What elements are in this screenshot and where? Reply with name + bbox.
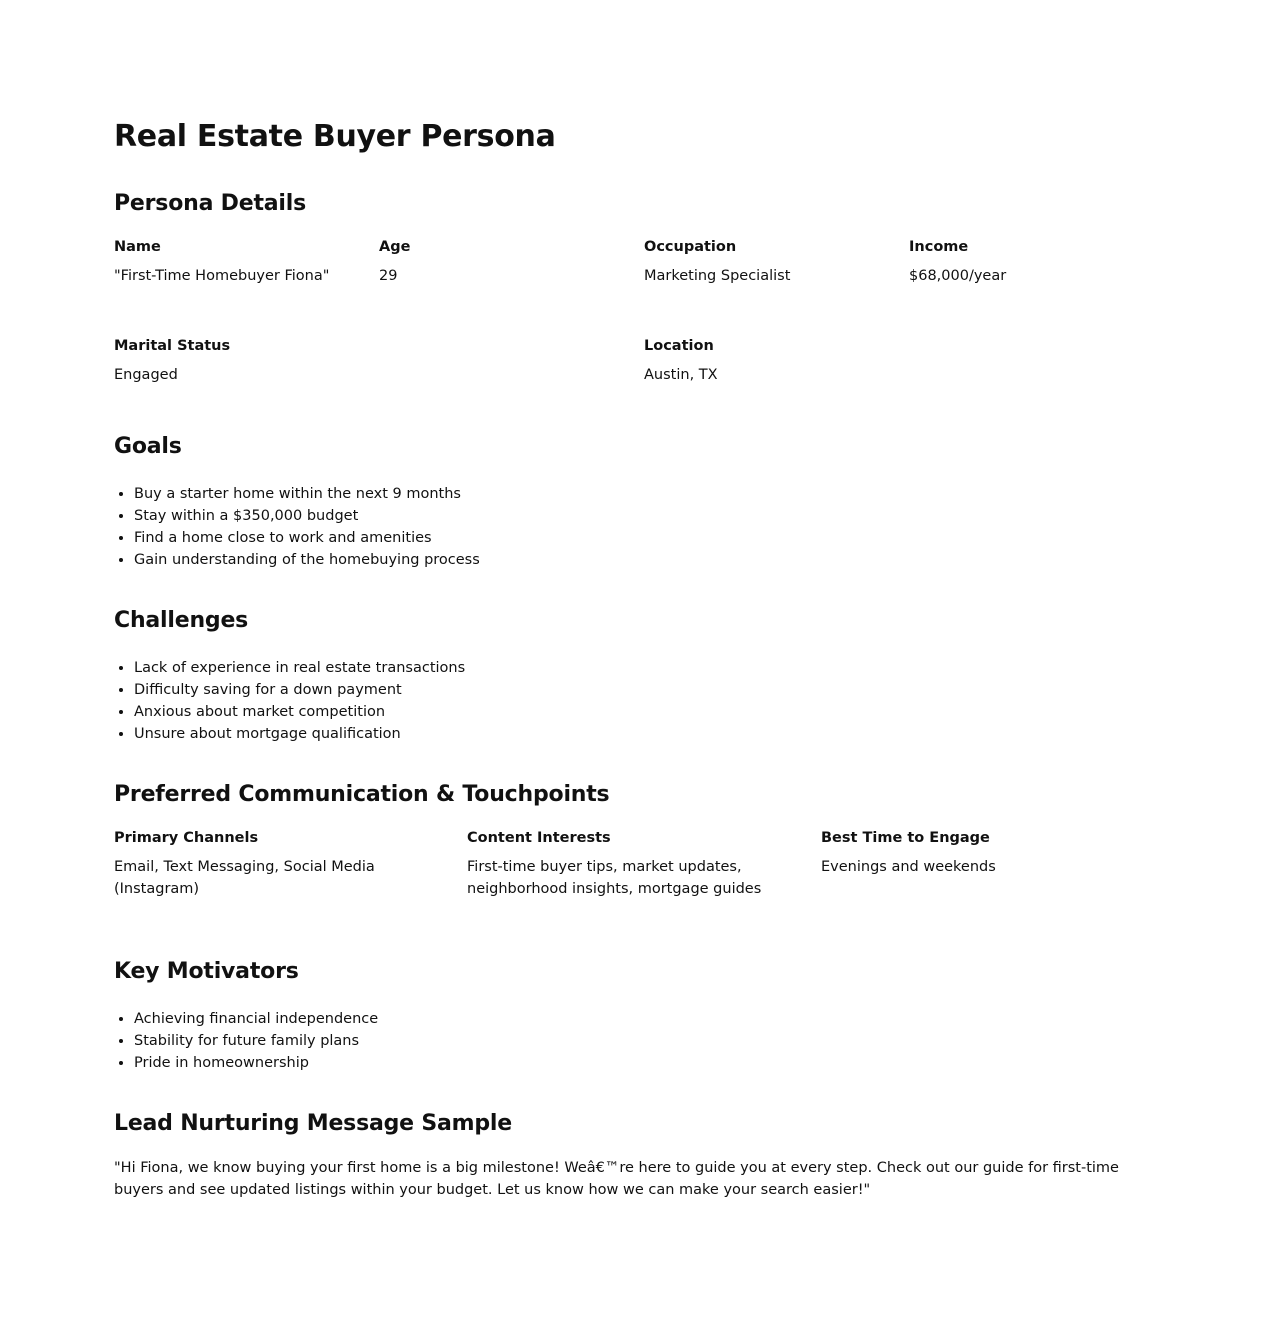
detail-label: Occupation — [644, 239, 737, 255]
detail-value: Engaged — [114, 367, 178, 383]
page-title: Real Estate Buyer Persona — [114, 119, 556, 154]
detail-label: Age — [379, 239, 411, 255]
goals-list — [114, 483, 1114, 571]
motivators-heading: Key Motivators — [114, 959, 299, 984]
detail-value: "First-Time Homebuyer Fiona" — [114, 268, 330, 284]
list-item: • Achieving financial independence — [134, 1008, 1114, 1030]
detail-label: Location — [644, 338, 714, 354]
comm-content-interests — [467, 828, 821, 900]
list-item: • Lack of experience in real estate transactions — [134, 657, 1114, 679]
comm-primary-channels — [114, 828, 467, 900]
detail-age — [379, 237, 644, 336]
list-item: • Gain understanding of the homebuying process — [134, 549, 1114, 571]
detail-label: Income — [909, 239, 969, 255]
comm-label: Primary Channels — [114, 830, 259, 846]
detail-value: 29 — [379, 268, 398, 284]
persona-details-grid — [114, 237, 1114, 435]
comm-best-time — [821, 828, 1121, 900]
detail-income — [909, 237, 1174, 336]
detail-name — [114, 237, 379, 336]
detail-value: Marketing Specialist — [644, 268, 791, 284]
comm-label: Best Time to Engage — [821, 830, 990, 846]
detail-location — [644, 336, 1174, 435]
detail-marital-status — [114, 336, 644, 435]
comm-value: Evenings and weekends — [821, 859, 996, 875]
comm-label: Content Interests — [467, 830, 611, 846]
communication-heading: Preferred Communication & Touchpoints — [114, 782, 610, 807]
detail-label: Marital Status — [114, 338, 231, 354]
motivators-list — [114, 1008, 1114, 1074]
detail-occupation — [644, 237, 909, 336]
list-item: • Find a home close to work and amenities — [134, 527, 1114, 549]
lead-message-text: "Hi Fiona, we know buying your first home is a big milestone! Weâ€™re here to guide you at every step. Check out our guide for first-time buyers and see updated listings within your budget. Let us know how we can make your search easier!" — [114, 1160, 1119, 1198]
list-item: • Difficulty saving for a down payment — [134, 679, 1114, 701]
list-item: • Unsure about mortgage qualification — [134, 723, 1114, 745]
list-item: • Buy a starter home within the next 9 months — [134, 483, 1114, 505]
persona-details-heading: Persona Details — [114, 191, 306, 216]
detail-value: $68,000/year — [909, 268, 1007, 284]
lead-message-heading: Lead Nurturing Message Sample — [114, 1111, 512, 1136]
goals-heading: Goals — [114, 434, 182, 459]
comm-value: Email, Text Messaging, Social Media (Instagram) — [114, 859, 375, 897]
challenges-list — [114, 657, 1114, 745]
detail-label: Name — [114, 239, 161, 255]
list-item: • Stability for future family plans — [134, 1030, 1114, 1052]
list-item: • Anxious about market competition — [134, 701, 1114, 723]
detail-value: Austin, TX — [644, 367, 718, 383]
list-item: • Stay within a $350,000 budget — [134, 505, 1114, 527]
communication-grid — [114, 828, 1114, 900]
comm-value: First-time buyer tips, market updates, neighborhood insights, mortgage guides — [467, 859, 762, 897]
challenges-heading: Challenges — [114, 608, 249, 633]
list-item: • Pride in homeownership — [134, 1052, 1114, 1074]
